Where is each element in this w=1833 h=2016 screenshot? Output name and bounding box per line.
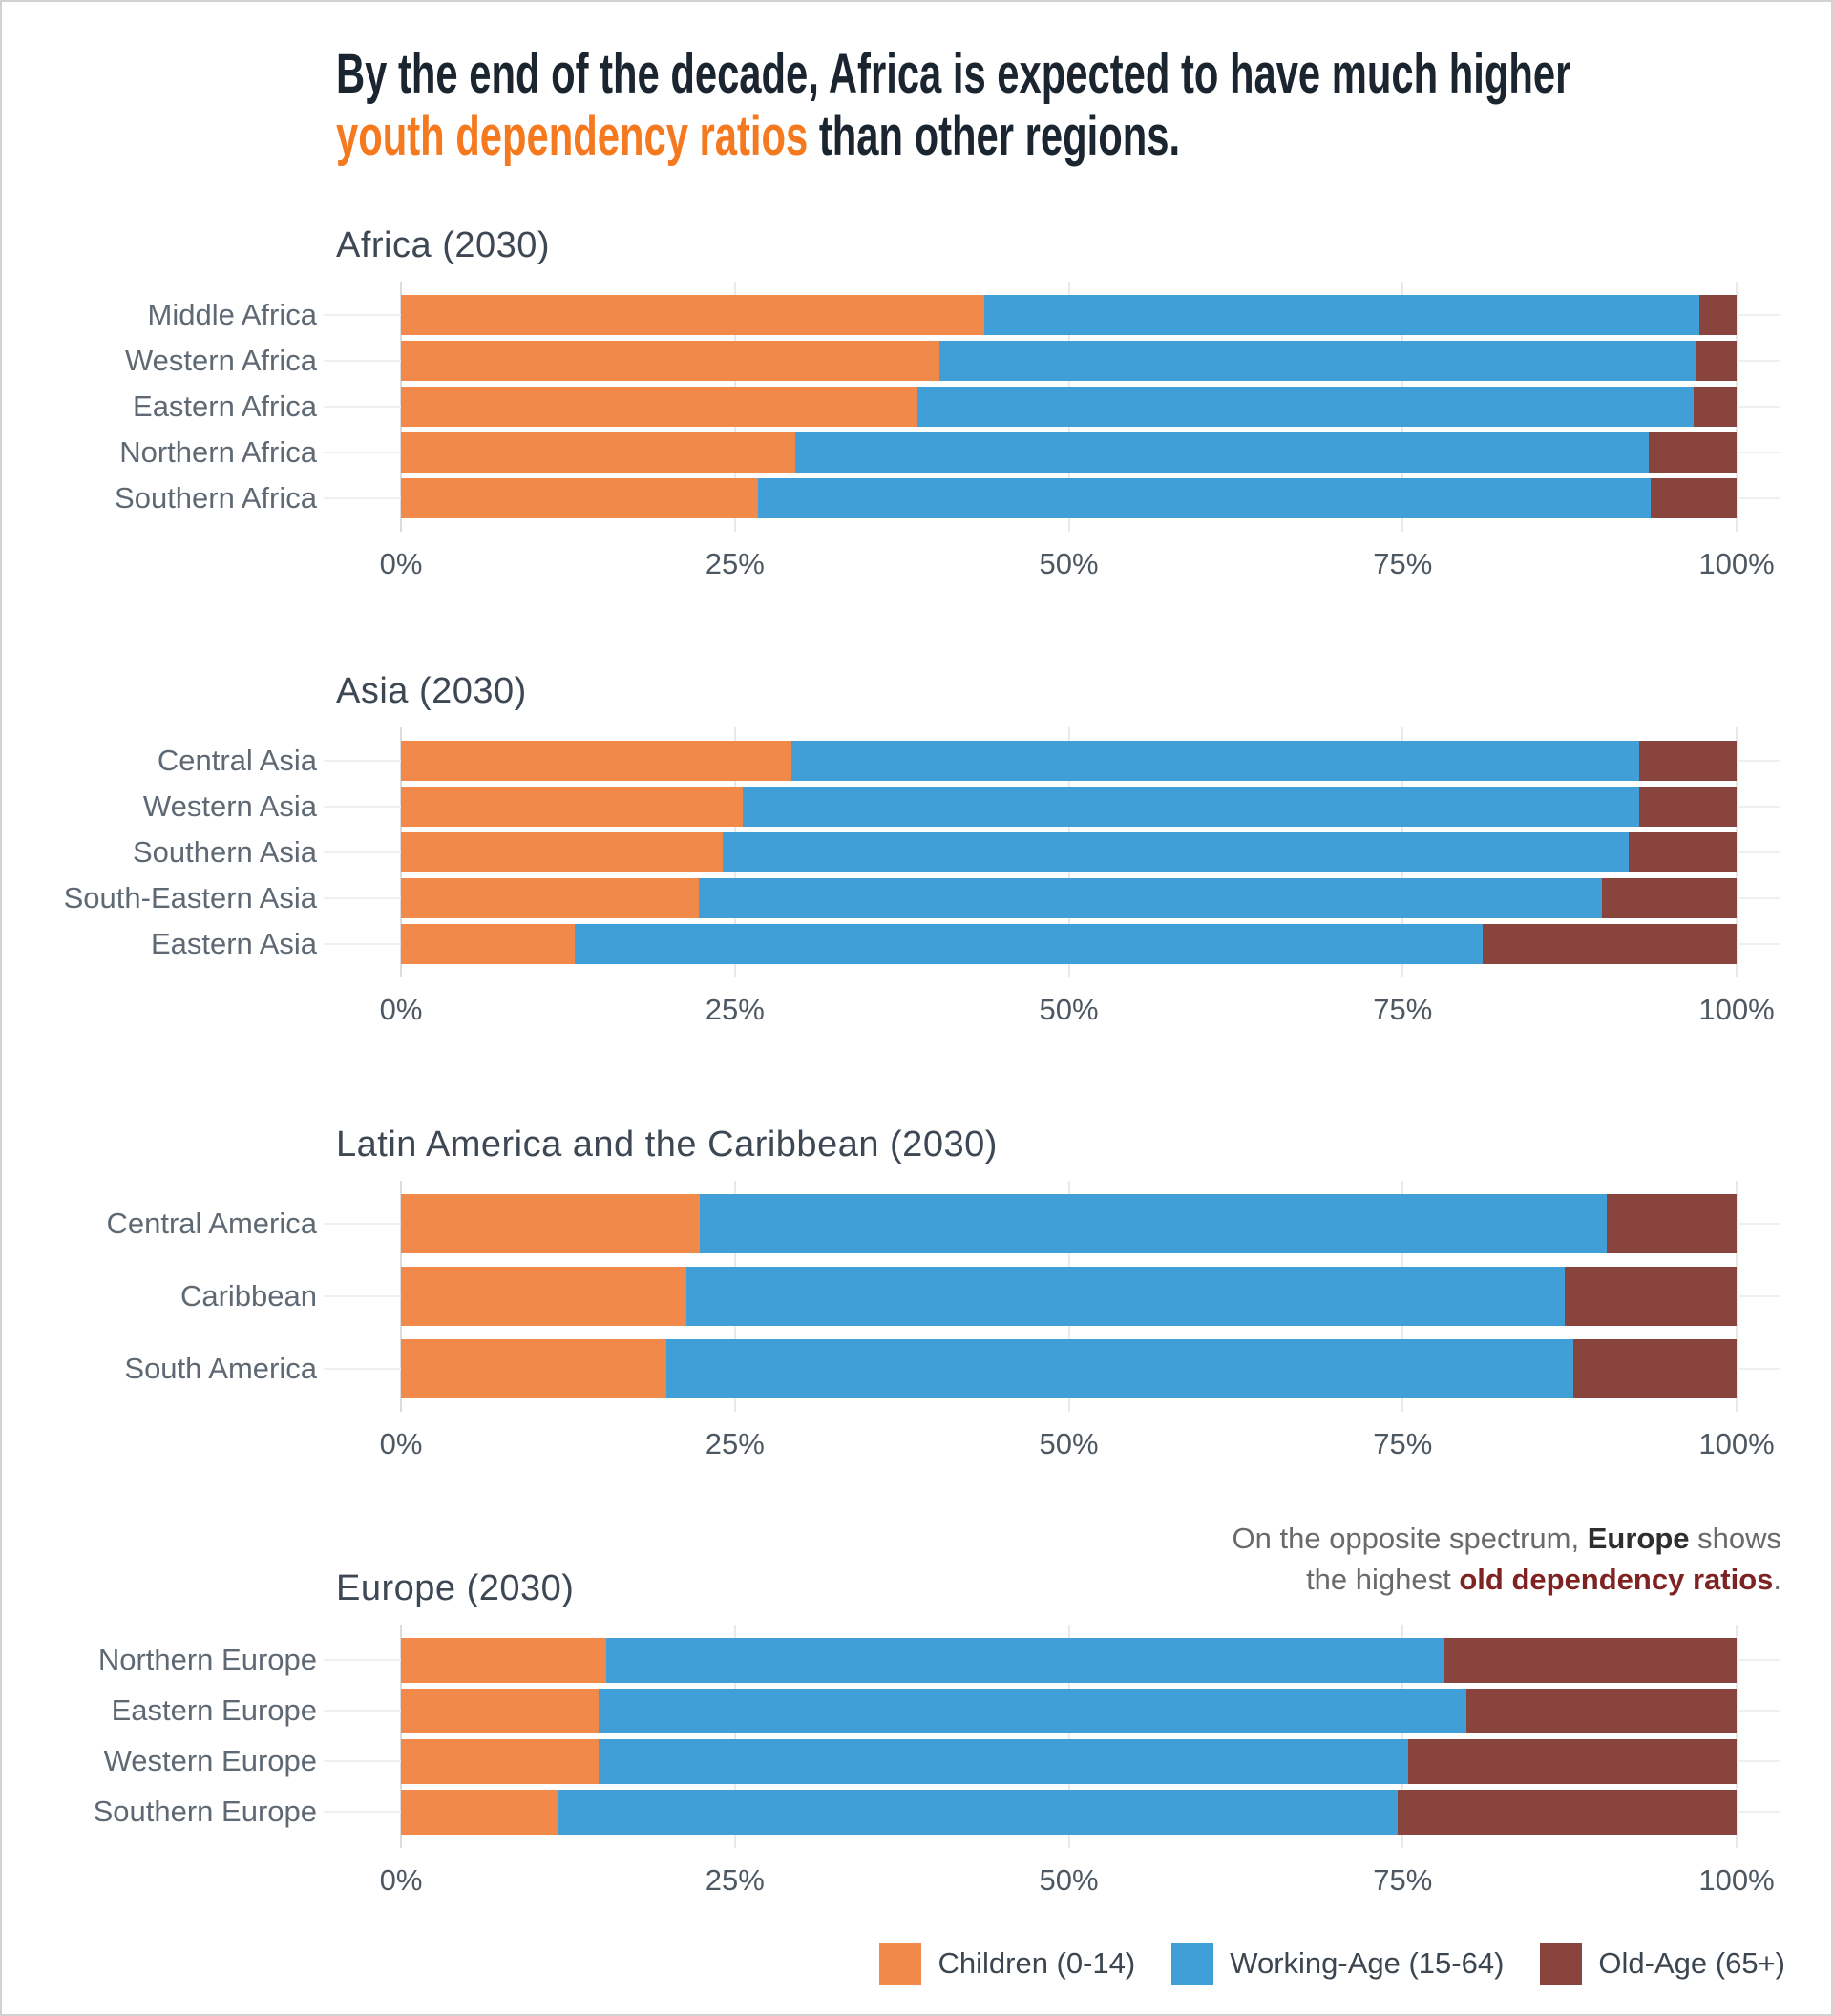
chart-title: Latin America and the Caribbean (2030) [336,1124,998,1165]
bar-track [401,1638,1780,1683]
bar-segment-children [401,1790,558,1835]
bar-segment-children [401,1689,599,1733]
chart-title: Asia (2030) [336,670,527,711]
bar-track [401,1689,1780,1733]
bar-segment-children [401,341,939,381]
axis-tick-label: 0% [379,992,423,1026]
axis-tick-label: 100% [1698,992,1775,1026]
chart-latam [2,1124,1831,1469]
bar-track [401,924,1780,964]
chart-title: Europe (2030) [336,1567,575,1608]
category-label: South-Eastern Asia [63,880,317,914]
bar-row [2,832,1831,872]
bar-segment-working-age [700,1194,1607,1253]
stacked-bar [401,1739,1737,1784]
bar-segment-old-age [1483,924,1737,964]
bar-segment-old-age [1444,1638,1737,1683]
bar-segment-working-age [686,1267,1564,1326]
category-label: Caribbean [179,1278,317,1312]
bar-segment-children [401,878,699,918]
bar-segment-children [401,1339,666,1398]
bar-row [2,924,1831,964]
annotation-line [1233,1519,1781,1560]
bar-row [2,295,1831,335]
annotation-text: shows [1689,1521,1781,1555]
legend-item-old-age [1540,1943,1785,1984]
bar-row [2,787,1831,827]
axis-tick-label: 100% [1698,1862,1775,1897]
bar-segment-old-age [1565,1267,1737,1326]
plot-area [2,1194,1831,1398]
bar-track [401,295,1780,335]
legend [2,1943,1785,1984]
axis-tick-label: 75% [1373,546,1433,580]
bar-segment-working-age [984,295,1698,335]
annotation-text: Europe [1587,1521,1690,1555]
stacked-bar [401,1339,1737,1398]
stacked-bar [401,1194,1737,1253]
legend-label: Children (0-14) [938,1946,1136,1981]
plot-area [2,1638,1831,1835]
bar-segment-old-age [1699,295,1737,335]
plot-area [2,295,1831,518]
bar-row [2,878,1831,918]
axis-tick-label: 75% [1373,1426,1433,1460]
category-label: Southern Europe [93,1795,317,1829]
bar-row [2,387,1831,427]
stacked-bar [401,787,1737,827]
bar-segment-working-age [758,478,1652,518]
bar-track [401,741,1780,781]
category-label: Southern Asia [132,834,317,869]
axis-tick-label: 100% [1698,1426,1775,1460]
bar-row [2,1638,1831,1683]
bar-row [2,1194,1831,1253]
stacked-bar [401,1267,1737,1326]
bar-track [401,432,1780,472]
title-highlight: youth dependency ratios [336,104,809,167]
stacked-bar [401,832,1737,872]
stacked-bar [401,341,1737,381]
axis-tick-label: 75% [1373,1862,1433,1897]
bar-segment-old-age [1573,1339,1737,1398]
bar-segment-working-age [939,341,1696,381]
bar-segment-children [401,1267,686,1326]
category-label: Eastern Europe [111,1693,317,1728]
axis-tick-label: 75% [1373,992,1433,1026]
legend-swatch-working-age [1171,1943,1213,1984]
bar-segment-old-age [1602,878,1737,918]
bar-segment-working-age [743,787,1639,827]
title-line-2-rest: than other regions. [808,104,1181,167]
stacked-bar [401,432,1737,472]
annotation-line [1233,1560,1781,1601]
stacked-bar [401,478,1737,518]
stacked-bar [401,924,1737,964]
bar-segment-children [401,295,984,335]
bar-segment-working-age [699,878,1602,918]
bar-segment-children [401,1638,606,1683]
category-label: Eastern Africa [133,388,317,423]
chart-africa [2,225,1831,589]
axis-tick-label: 25% [705,1862,765,1897]
bar-segment-old-age [1639,787,1737,827]
bar-segment-children [401,387,917,427]
page-title [336,43,1571,168]
stacked-bar [401,1638,1737,1683]
stacked-bar [401,878,1737,918]
bar-segment-old-age [1649,432,1737,472]
bar-row [2,1739,1831,1784]
bar-track [401,832,1780,872]
axis-tick-label: 0% [379,1862,423,1897]
bar-row [2,432,1831,472]
bar-segment-working-age [917,387,1694,427]
bar-track [401,1739,1780,1784]
legend-label: Working-Age (15-64) [1230,1946,1505,1981]
legend-swatch-children [879,1943,921,1984]
x-axis [379,1835,1775,1905]
category-label: Eastern Asia [150,926,317,960]
category-label: Northern Europe [97,1643,317,1677]
plot-area [2,741,1831,964]
category-label: Central America [106,1206,317,1240]
legend-item-working-age [1171,1943,1504,1984]
bar-segment-children [401,432,795,472]
bar-segment-children [401,832,723,872]
category-label: Western Asia [142,788,317,823]
bar-segment-old-age [1639,741,1737,781]
bar-segment-working-age [723,832,1629,872]
bar-segment-working-age [558,1790,1398,1835]
bar-track [401,341,1780,381]
bar-row [2,1790,1831,1835]
axis-tick-label: 25% [705,546,765,580]
legend-item-children [879,1943,1135,1984]
charts-container [2,225,1831,1905]
chart-europe [2,1521,1831,1905]
bar-row [2,1339,1831,1398]
bar-track [401,1194,1780,1253]
bar-segment-working-age [599,1739,1408,1784]
axis-tick-label: 50% [1039,1426,1099,1460]
stacked-bar [401,741,1737,781]
bar-segment-working-age [666,1339,1573,1398]
bar-segment-children [401,1194,700,1253]
axis-tick-label: 50% [1039,1862,1099,1897]
bar-track [401,1790,1780,1835]
bar-track [401,878,1780,918]
bar-track [401,387,1780,427]
bar-row [2,1267,1831,1326]
category-label: South America [124,1351,317,1385]
bar-segment-working-age [575,924,1483,964]
chart-header [336,1124,1781,1166]
category-label: Central Asia [157,743,317,777]
bar-track [401,787,1780,827]
bar-row [2,741,1831,781]
legend-label: Old-Age (65+) [1598,1946,1785,1981]
axis-tick-label: 25% [705,1426,765,1460]
chart-header [336,671,1781,712]
bar-segment-old-age [1651,478,1737,518]
bar-segment-old-age [1408,1739,1737,1784]
chart-asia [2,671,1831,1035]
stacked-bar [401,387,1737,427]
bar-segment-old-age [1694,387,1737,427]
axis-tick-label: 100% [1698,546,1775,580]
x-axis [379,1398,1775,1469]
legend-swatch-old-age [1540,1943,1582,1984]
chart-header [336,225,1781,266]
axis-tick-label: 0% [379,546,423,580]
annotation-text: On the opposite spectrum, [1232,1521,1588,1555]
bar-segment-working-age [606,1638,1443,1683]
chart-header [336,1521,1781,1609]
annotation-text: old dependency ratios [1459,1562,1774,1596]
annotation-text: . [1773,1562,1781,1596]
bar-segment-old-age [1696,341,1737,381]
bar-segment-children [401,741,791,781]
bar-row [2,478,1831,518]
axis-tick-label: 25% [705,992,765,1026]
bar-segment-working-age [795,432,1649,472]
bar-segment-old-age [1466,1689,1737,1733]
bar-track [401,1267,1780,1326]
category-label: Western Africa [124,343,317,377]
bar-track [401,478,1780,518]
bar-segment-working-age [599,1689,1466,1733]
bar-segment-old-age [1607,1194,1737,1253]
bar-segment-children [401,1739,599,1784]
bar-track [401,1339,1780,1398]
annotation [1233,1519,1781,1601]
axis-tick-label: 50% [1039,546,1099,580]
axis-tick-label: 50% [1039,992,1099,1026]
annotation-text: the highest [1306,1562,1460,1596]
category-label: Northern Africa [119,434,317,469]
stacked-bar [401,1790,1737,1835]
bar-segment-old-age [1398,1790,1737,1835]
axis-tick-label: 0% [379,1426,423,1460]
bar-segment-old-age [1629,832,1737,872]
bar-segment-children [401,924,575,964]
category-label: Southern Africa [115,480,317,514]
category-label: Western Europe [103,1744,317,1778]
title-line-1: By the end of the decade, Africa is expected to have much higher [336,43,1571,105]
bar-row [2,1689,1831,1733]
bar-segment-children [401,478,758,518]
category-label: Middle Africa [147,297,317,331]
chart-title: Africa (2030) [336,224,551,265]
stacked-bar [401,295,1737,335]
bar-segment-children [401,787,743,827]
x-axis [379,964,1775,1035]
bar-segment-working-age [791,741,1639,781]
stacked-bar [401,1689,1737,1733]
bar-row [2,341,1831,381]
x-axis [379,518,1775,589]
